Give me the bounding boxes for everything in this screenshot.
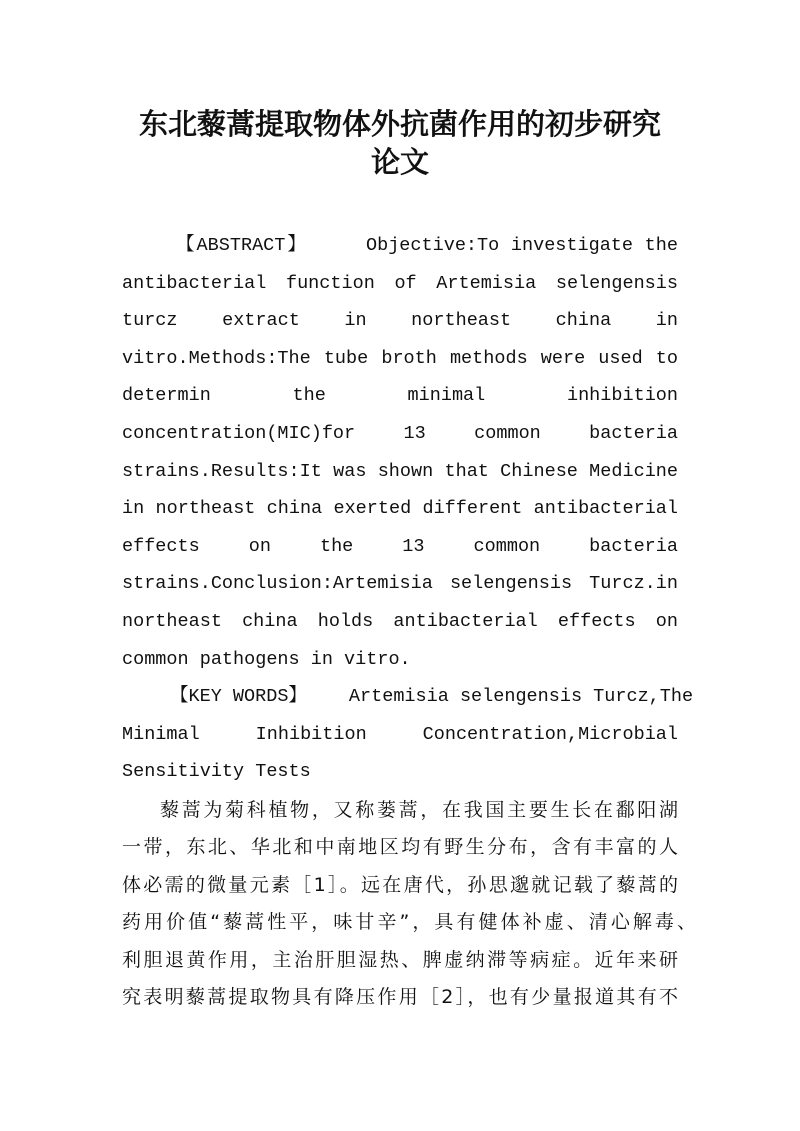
keywords-line: Sensitivity Tests bbox=[122, 761, 311, 782]
abstract-line bbox=[176, 231, 678, 261]
body-line: 藜蒿为菊科植物，又称蒌蒿，在我国主要生长在鄱阳湖 bbox=[160, 799, 678, 821]
abstract-line: determin the minimal inhibition bbox=[122, 385, 678, 406]
abstract-text: Objective:To investigate the bbox=[366, 235, 678, 256]
body-line: 利胆退黄作用，主治肝胆湿热、脾虚纳滞等病症。近年来研 bbox=[122, 949, 678, 971]
abstract-line: strains.Conclusion:Artemisia selengensis Turcz.in bbox=[122, 573, 678, 594]
page-title-continued: 论文 bbox=[370, 145, 429, 179]
keywords-label: 【KEY WORDS】 bbox=[170, 686, 307, 707]
abstract-line: northeast china holds antibacterial effects on bbox=[122, 611, 678, 632]
abstract-line: common pathogens in vitro. bbox=[122, 649, 411, 670]
abstract-line: turcz extract in northeast china in bbox=[122, 310, 678, 331]
abstract-line: effects on the 13 common bacteria bbox=[122, 536, 678, 557]
abstract-line: in northeast china exerted different antibacterial bbox=[122, 498, 678, 519]
body-line: 药用价值“藜蒿性平，味甘辛”，具有健体补虚、清心解毒、 bbox=[122, 911, 696, 933]
keywords-line bbox=[170, 682, 694, 712]
body-line: 究表明藜蒿提取物具有降压作用［2］，也有少量报道其有不 bbox=[122, 986, 678, 1008]
keywords-line: Minimal Inhibition Concentration,Microbial bbox=[122, 724, 678, 745]
abstract-line: concentration(MIC)for 13 common bacteria bbox=[122, 423, 678, 444]
abstract-line: strains.Results:It was shown that Chinese Medicine bbox=[122, 461, 678, 482]
abstract-line: antibacterial function of Artemisia selengensis bbox=[122, 273, 678, 294]
body-line: 一带，东北、华北和中南地区均有野生分布，含有丰富的人 bbox=[122, 836, 678, 858]
keywords-text: Artemisia selengensis Turcz,The bbox=[348, 686, 694, 707]
page-title: 东北藜蒿提取物体外抗菌作用的初步研究 bbox=[138, 107, 661, 141]
abstract-line: vitro.Methods:The tube broth methods were used to bbox=[122, 348, 678, 369]
body-line: 体必需的微量元素［1］。远在唐代，孙思邈就记载了藜蒿的 bbox=[122, 874, 678, 896]
abstract-label: 【ABSTRACT】 bbox=[176, 235, 308, 256]
